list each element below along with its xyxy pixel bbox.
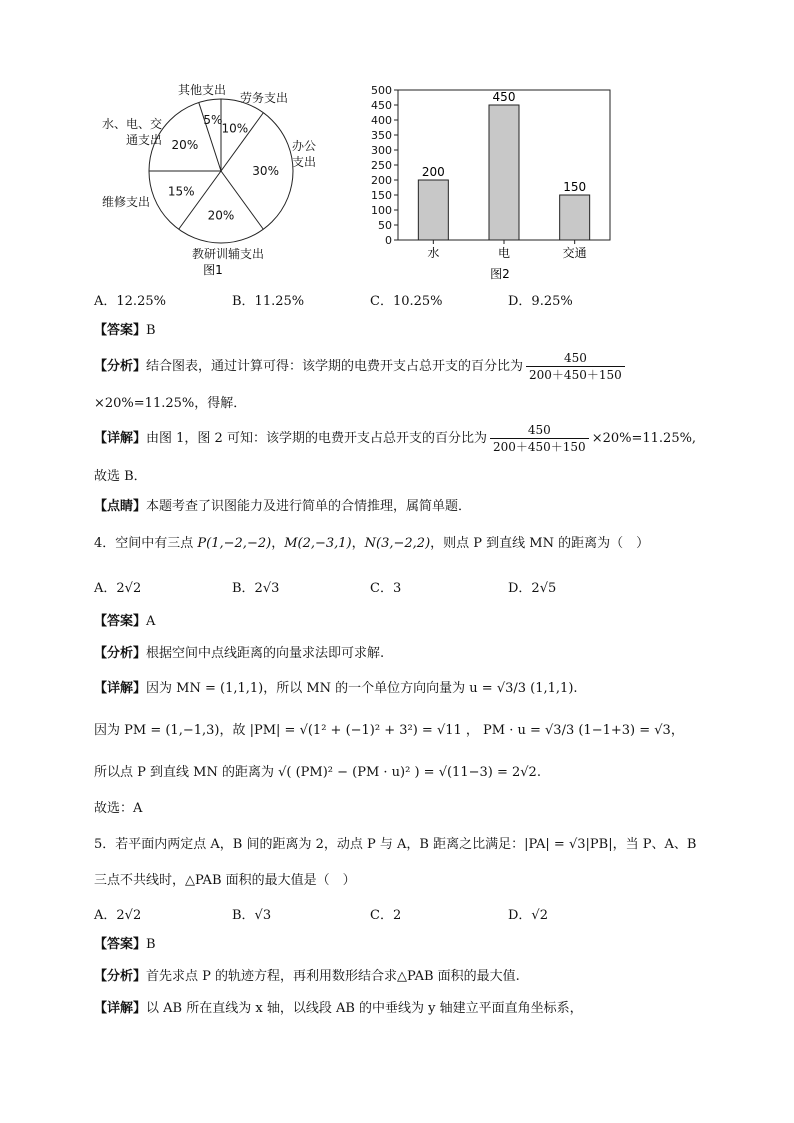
pie-slice-pct: 10%	[221, 121, 249, 136]
pie-slice-label: 其他支出	[178, 83, 227, 97]
analysis-text: 首先求点 P 的轨迹方程，再利用数形结合求△PAB 面积的最大值.	[146, 969, 520, 984]
x-tick-label: 电	[497, 246, 511, 260]
analysis-tag: 【分析】	[94, 969, 147, 984]
q4-analysis	[94, 645, 384, 663]
y-tick-label: 100	[371, 204, 392, 217]
q3-option-c: C．10.25%	[370, 294, 443, 309]
bar	[418, 180, 448, 240]
answer-tag: 【答案】	[94, 614, 147, 629]
q4-stem-b: ，则点 P 到直线 MN 的距离为（ ）	[430, 536, 650, 551]
q5-stem-line1: 5．若平面内两定点 A，B 间的距离为 2，动点 P 与 A，B 距离之比满足：|PA| = √3|PB|，当 P、A、B	[94, 837, 697, 852]
q4-detail-line1	[94, 680, 578, 698]
q3-comment	[94, 498, 471, 516]
bar	[489, 105, 519, 240]
q5-option-c: C．2	[370, 908, 402, 923]
y-tick-label: 400	[371, 114, 392, 127]
answer-value: B	[146, 937, 156, 952]
pie-slice-label: 维修支出	[101, 195, 150, 209]
q5-answer	[94, 936, 156, 954]
y-tick-label: 0	[385, 234, 392, 247]
y-tick-label: 500	[371, 84, 392, 97]
pie-slice-label: 通支出	[125, 133, 162, 147]
q4-option-d: D．2√5	[508, 581, 557, 596]
y-tick-label: 150	[371, 189, 392, 202]
q5-detail	[94, 1000, 583, 1018]
q4-answer	[94, 613, 155, 631]
pie-slice-pct: 20%	[207, 208, 235, 223]
comment-tag: 【点睛】	[94, 499, 147, 514]
y-tick-label: 450	[371, 99, 392, 112]
answer-value: B	[146, 323, 156, 338]
analysis-tag: 【分析】	[94, 359, 147, 374]
q3-option-b: B．11.25%	[232, 294, 305, 309]
analysis-text: 根据空间中点线距离的向量求法即可求解.	[146, 646, 385, 661]
pie-slice-pct: 15%	[167, 184, 195, 199]
pie-slice-label: 水、电、交	[101, 117, 162, 131]
bar-chart	[360, 82, 620, 282]
bar-data-label: 450	[492, 90, 516, 104]
q3-choose: 故选 B．	[94, 469, 147, 484]
frac-num: 450	[526, 350, 625, 367]
answer-tag: 【答案】	[94, 323, 147, 338]
frac-den: 200＋450＋150	[492, 440, 586, 454]
q3-analysis	[94, 350, 628, 383]
pie-slice-pct: 5%	[203, 112, 223, 127]
detail-tag: 【详解】	[94, 1001, 147, 1016]
q3-detail	[94, 422, 696, 455]
x-tick-label: 水	[427, 246, 440, 260]
q3-option-a: A．12.25%	[94, 294, 166, 309]
y-tick-label: 50	[378, 219, 392, 232]
pie-slice-label: 办公	[292, 139, 317, 153]
bar-data-label: 200	[421, 165, 445, 179]
fig1-caption: 图1	[203, 263, 223, 277]
point-m: M(2,−3,1)	[284, 536, 352, 551]
pie-slice-label: 劳务支出	[240, 91, 289, 105]
point-n: N(3,−2,2)	[364, 536, 431, 551]
analysis-text: 结合图表，通过计算可得：该学期的电费开支占总开支的百分比为	[146, 359, 524, 374]
answer-value: A	[146, 614, 156, 629]
bar	[560, 195, 590, 240]
pie-figure	[80, 78, 340, 288]
detail-tag: 【详解】	[94, 681, 147, 696]
detail-text: 由图 1，图 2 可知：该学期的电费开支占总开支的百分比为	[146, 431, 487, 446]
pie-slice-pct: 20%	[171, 137, 199, 152]
detail-tag: 【详解】	[94, 431, 147, 446]
q4-choose: 故选：A	[94, 801, 143, 816]
frac-den: 200＋450＋150	[529, 368, 622, 382]
q4-stem-a: 4．空间中有三点	[94, 536, 194, 551]
q5-option-b: B．√3	[232, 908, 272, 923]
q4-detail-line2: 因为 PM = (1,−1,3)，故 |PM| = √(1² + (−1)² + 3²) = √11 ， PM · u = √3/3 (1−1+3) = √3，	[94, 723, 684, 738]
bar-data-label: 150	[563, 180, 587, 194]
point-p: P(1,−2,−2)	[197, 536, 272, 551]
q4-stem: 4．空间中有三点 P(1,−2,−2)，M(2,−3,1)，N(3,−2,2)，则点 P 到直线 MN 的距离为（ ）	[94, 536, 650, 551]
x-tick-label: 交通	[562, 246, 587, 260]
comment-text: 本题考查了识图能力及进行简单的合情推理，属简单题．	[146, 499, 472, 514]
pie-slice-label: 教研训辅支出	[191, 247, 265, 261]
y-tick-label: 350	[371, 129, 392, 142]
detail-text: 因为 MN = (1,1,1)，所以 MN 的一个单位方向向量为 u = √3/3 (1,1,1).	[146, 681, 578, 696]
frac-num: 450	[490, 422, 589, 439]
analysis-tag: 【分析】	[94, 646, 147, 661]
q4-option-b: B．2√3	[232, 581, 280, 596]
q3-answer	[94, 322, 156, 340]
q4-option-c: C．3	[370, 581, 402, 596]
q3-option-d: D．9.25%	[508, 294, 573, 309]
q5-option-a: A．2√2	[94, 908, 142, 923]
q5-stem-line2: 三点不共线时，△PAB 面积的最大值是（ ）	[94, 873, 356, 888]
y-tick-label: 250	[371, 159, 392, 172]
pie-slice-label: 支出	[292, 155, 317, 169]
detail-tail: ×20%=11.25%,	[591, 431, 697, 446]
q4-option-a: A．2√2	[94, 581, 142, 596]
y-tick-label: 300	[371, 144, 392, 157]
pie-slice-pct: 30%	[252, 164, 279, 178]
q5-option-d: D．√2	[508, 908, 548, 923]
fraction	[526, 350, 625, 383]
fig2-caption: 图2	[490, 267, 510, 281]
fraction	[490, 422, 589, 455]
detail-text: 以 AB 所在直线为 x 轴，以线段 AB 的中垂线为 y 轴建立平面直角坐标系，	[146, 1001, 583, 1016]
y-tick-label: 200	[371, 174, 392, 187]
q3-analysis-tail: ×20%=11.25%，得解．	[94, 396, 247, 411]
q5-analysis	[94, 968, 520, 986]
q4-detail-line3: 所以点 P 到直线 MN 的距离为 √( (PM)² − (PM · u)² ) = √(11−3) = 2√2.	[94, 765, 541, 780]
answer-tag: 【答案】	[94, 937, 147, 952]
